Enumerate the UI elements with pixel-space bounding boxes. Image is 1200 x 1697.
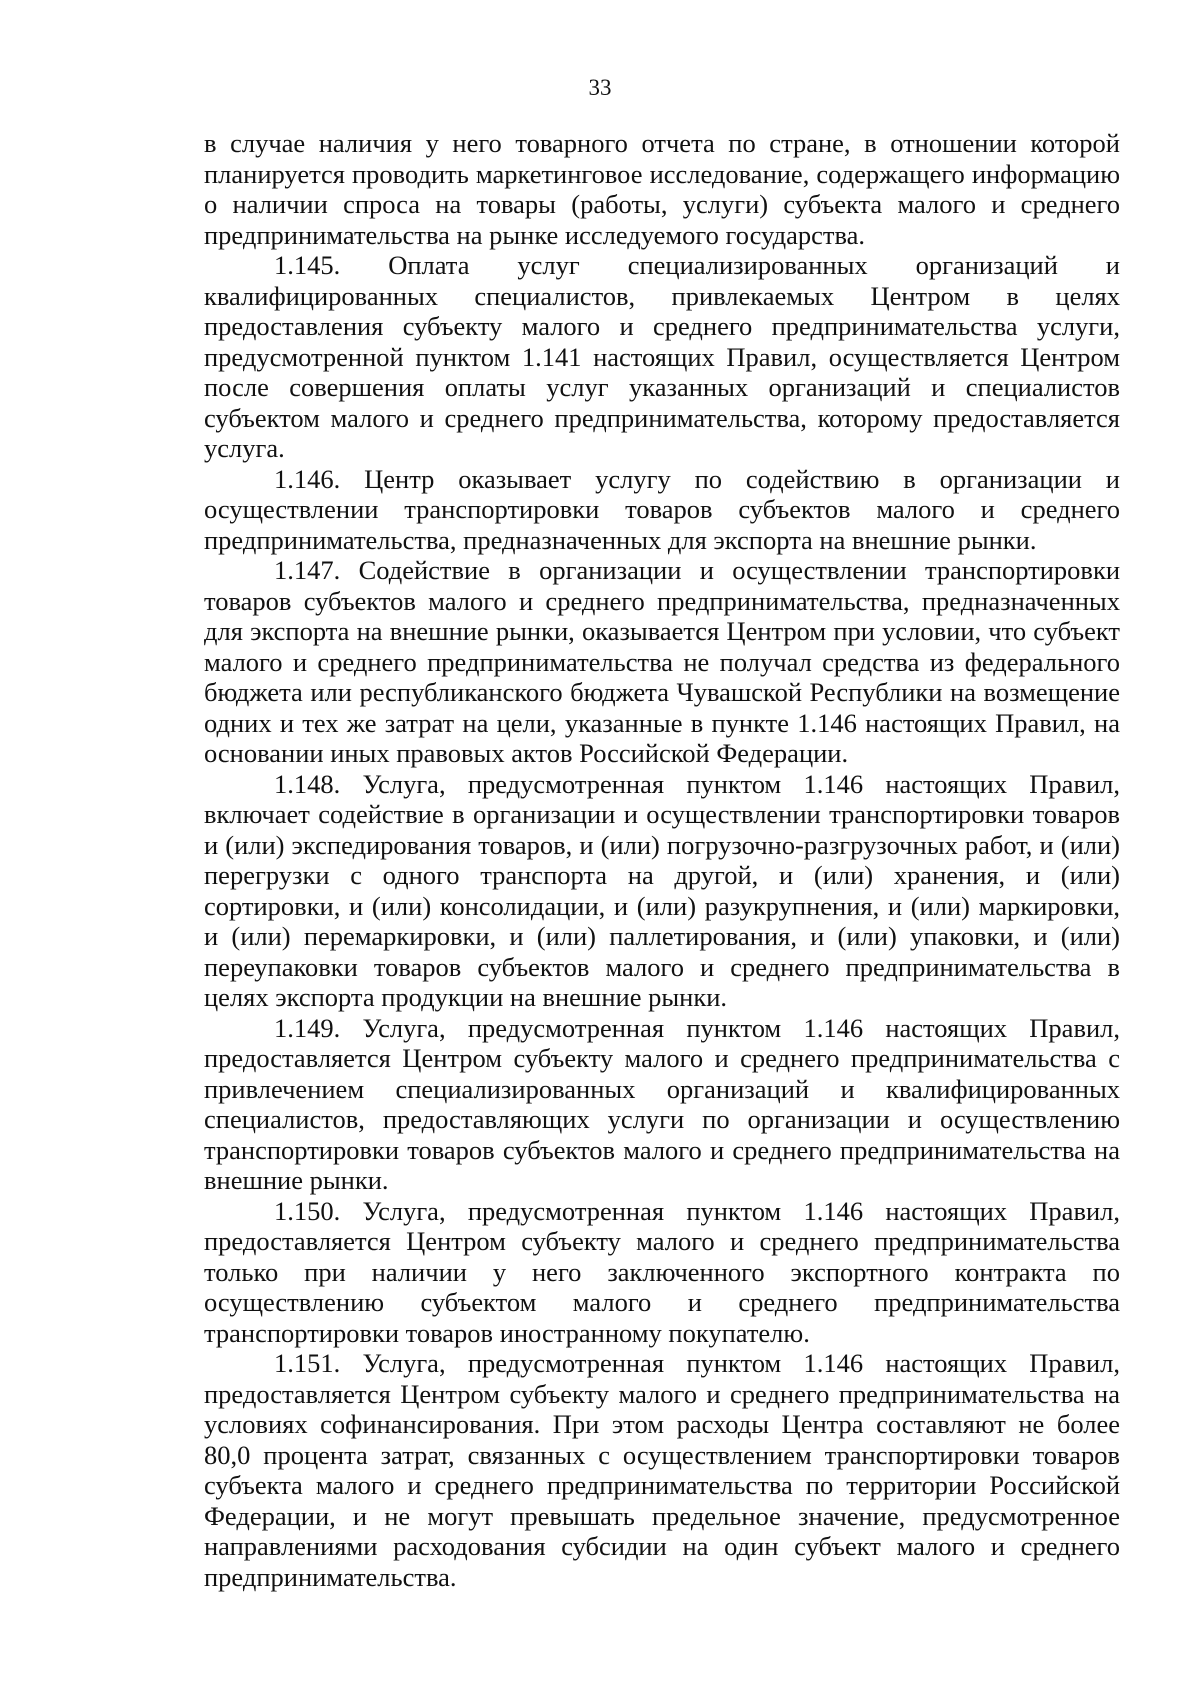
paragraph-continuation: в случае наличия у него товарного отчета по стране, в отношении которой планируется проводить маркетинговое исследование, содержащего информацию о наличии спроса на товары (работы, услуги) субъекта малого и среднего предпринимательства на рынке исследуемого государства. — [204, 128, 1120, 250]
paragraph-1-151: 1.151. Услуга, предусмотренная пунктом 1.146 настоящих Правил, предоставляется Центром субъекту малого и среднего предпринимательства на условиях софинансирования. При этом расходы Центра составляют не более 80,0 процента затрат, связанных с осуществлением транспортировки товаров субъекта малого и среднего предпринимательства по территории Российской Федерации, и не могут превышать предельное значение, предусмотренное направлениями расходования субсидии на один субъект малого и среднего предпринимательства. — [204, 1348, 1120, 1592]
paragraph-1-147: 1.147. Содействие в организации и осуществлении транспортировки товаров субъектов малого и среднего предпринимательства, предназначенных для экспорта на внешние рынки, оказывается Центром при условии, что субъект малого и среднего предпринимательства не получал средства из федерального бюджета или республиканского бюджета Чувашской Республики на возмещение одних и тех же затрат на цели, указанные в пункте 1.146 настоящих Правил, на основании иных правовых актов Российской Федерации. — [204, 555, 1120, 768]
page-number: 33 — [588, 75, 612, 100]
paragraph-1-149: 1.149. Услуга, предусмотренная пунктом 1.146 настоящих Правил, предоставляется Центром субъекту малого и среднего предпринимательства с привлечением специализированных организаций и квалифицированных специалистов, предоставляющих услуги по организации и осуществлению транспортировки товаров субъектов малого и среднего предпринимательства на внешние рынки. — [204, 1012, 1120, 1195]
paragraph-1-150: 1.150. Услуга, предусмотренная пунктом 1.146 настоящих Правил, предоставляется Центром субъекту малого и среднего предпринимательства только при наличии у него заключенного экспортного контракта по осуществлению субъектом малого и среднего предпринимательства транспортировки товаров иностранному покупателю. — [204, 1195, 1120, 1348]
paragraph-1-145: 1.145. Оплата услуг специализированных организаций и квалифицированных специалистов, привлекаемых Центром в целях предоставления субъекту малого и среднего предпринимательства услуги, предусмотренной пунктом 1.141 настоящих Правил, осуществляется Центром после совершения оплаты услуг указанных организаций и специалистов субъектом малого и среднего предпринимательства, которому предоставляется услуга. — [204, 250, 1120, 463]
paragraph-1-148: 1.148. Услуга, предусмотренная пунктом 1.146 настоящих Правил, включает содействие в организации и осуществлении транспортировки товаров и (или) экспедирования товаров, и (или) погрузочно-разгрузочных работ, и (или) перегрузки с одного транспорта на другой, и (или) хранения, и (или) сортировки, и (или) консолидации, и (или) разукрупнения, и (или) маркировки, и (или) перемаркировки, и (или) паллетирования, и (или) упаковки, и (или) переупаковки товаров субъектов малого и среднего предпринимательства в целях экспорта продукции на внешние рынки. — [204, 768, 1120, 1012]
paragraph-1-146: 1.146. Центр оказывает услугу по содействию в организации и осуществлении транспортировки товаров субъектов малого и среднего предпринимательства, предназначенных для экспорта на внешние рынки. — [204, 463, 1120, 555]
document-body — [204, 128, 1120, 1592]
